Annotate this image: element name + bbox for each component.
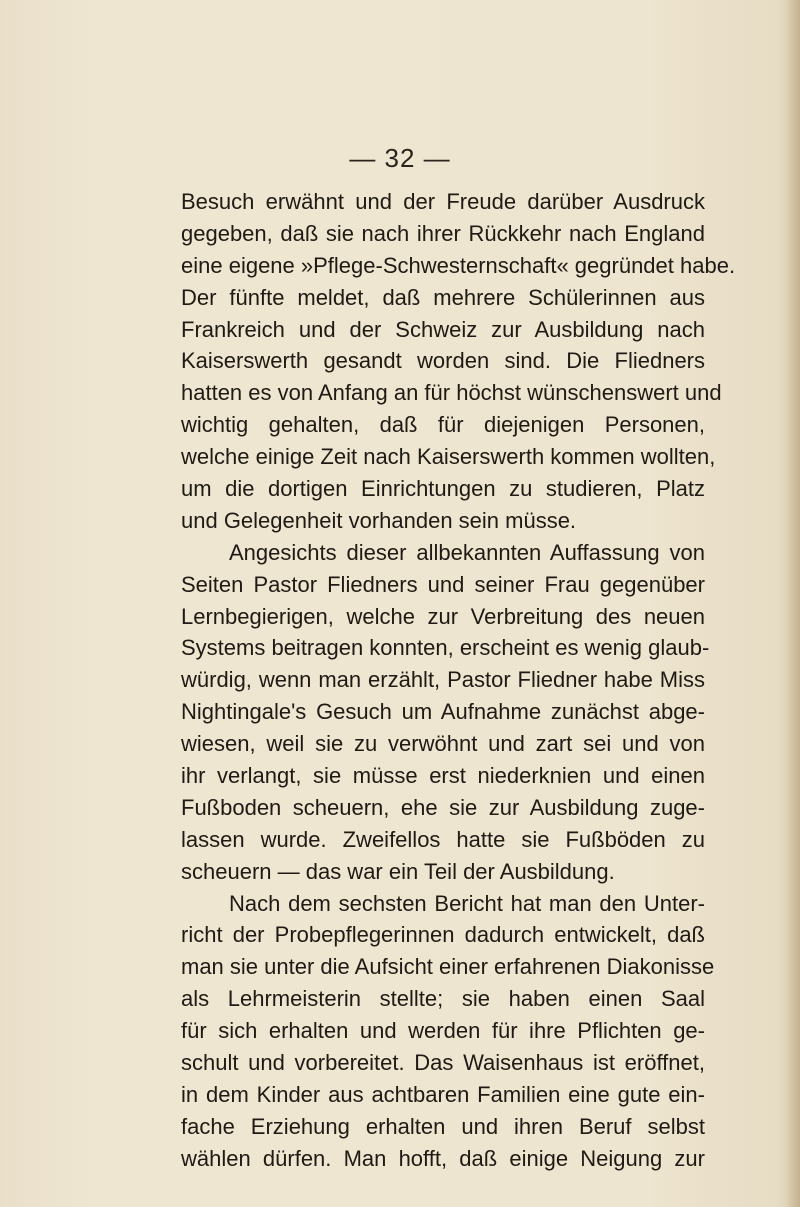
- text-line: würdig, wenn man erzählt, Pastor Fliedner habe Miss: [181, 667, 705, 693]
- text-line: welche einige Zeit nach Kaiserswerth kommen wollten,: [181, 444, 716, 470]
- text-line: scheuern — das war ein Teil der Ausbildung.: [181, 858, 615, 884]
- text-line: Angesichts dieser allbekannten Auffassung von: [229, 539, 705, 565]
- text-line: gegeben, daß sie nach ihrer Rückkehr nach England: [181, 220, 705, 246]
- text-line: richt der Probepflegerinnen dadurch entwickelt, daß: [181, 922, 705, 948]
- text-line: Der fünfte meldet, daß mehrere Schülerinnen aus: [181, 284, 705, 310]
- text-line: Nach dem sechsten Bericht hat man den Unter-: [229, 890, 705, 916]
- text-line: als Lehrmeisterin stellte; sie haben einen Saal: [181, 986, 705, 1012]
- text-line: Fußboden scheuern, ehe sie zur Ausbildung zuge-: [181, 794, 705, 820]
- text-line: Seiten Pastor Fliedners und seiner Frau gegenüber: [181, 571, 705, 597]
- text-line: Lernbegierigen, welche zur Verbreitung des neuen: [181, 603, 705, 629]
- text-line: fache Erziehung erhalten und ihren Beruf selbst: [181, 1113, 705, 1139]
- text-line: eine eigene »Pflege-Schwesternschaft« gegründet habe.: [181, 252, 736, 278]
- text-line: Nightingale's Gesuch um Aufnahme zunächst abge-: [181, 699, 705, 725]
- text-line: in dem Kinder aus achtbaren Familien eine gute ein-: [181, 1081, 705, 1107]
- text-line: ihr verlangt, sie müsse erst niederknien und einen: [181, 763, 705, 789]
- text-line: Systems beitragen konnten, erscheint es wenig glaub-: [181, 635, 710, 661]
- text-line: man sie unter die Aufsicht einer erfahrenen Diakonisse: [181, 954, 715, 980]
- text-line: lassen wurde. Zweifellos hatte sie Fußböden zu: [181, 826, 705, 852]
- text-line: um die dortigen Einrichtungen zu studieren, Platz: [181, 476, 705, 502]
- page-edge-shadow: [786, 0, 800, 1207]
- text-line: wählen dürfen. Man hofft, daß einige Neigung zur: [181, 1145, 705, 1171]
- text-line: Kaiserswerth gesandt worden sind. Die Fliedners: [181, 348, 705, 374]
- text-line: wiesen, weil sie zu verwöhnt und zart sei und von: [181, 731, 705, 757]
- text-line: Frankreich und der Schweiz zur Ausbildung nach: [181, 316, 705, 342]
- text-line: für sich erhalten und werden für ihre Pflichten ge-: [181, 1018, 705, 1044]
- text-line: schult und vorbereitet. Das Waisenhaus ist eröffnet,: [181, 1050, 705, 1076]
- text-line: Besuch erwähnt und der Freude darüber Ausdruck: [181, 189, 705, 214]
- text-line: und Gelegenheit vorhanden sein müsse.: [181, 507, 577, 533]
- page-number: — 32 —: [349, 143, 451, 173]
- text-line: wichtig gehalten, daß für diejenigen Personen,: [181, 412, 705, 438]
- text-line: hatten es von Anfang an für höchst wünschenswert und: [181, 380, 722, 406]
- body-text: [181, 186, 736, 1175]
